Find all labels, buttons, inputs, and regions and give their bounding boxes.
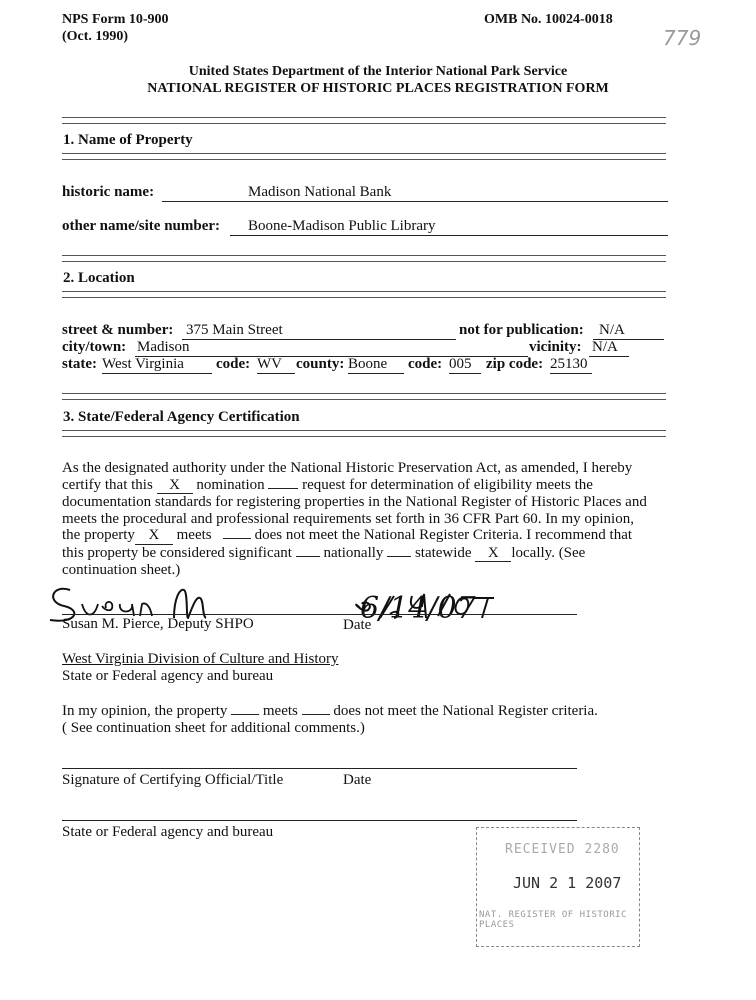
not-for-publication-label: not for publication: — [459, 322, 584, 338]
agency-title: United States Department of the Interior National Park Service — [188, 64, 568, 79]
form-number: NPS Form 10-900 — [62, 12, 169, 27]
agency-name: West Virginia Division of Culture and History — [62, 651, 339, 667]
other-name-label: other name/site number: — [62, 218, 221, 234]
opinion-line: In my opinion, the property meets does not meet the National Register criteria. — [62, 703, 598, 719]
cert-line-2: certify that this X nomination request for determination of eligibility meets the — [62, 476, 593, 493]
signer-name: Susan M. Pierce, Deputy SHPO — [62, 616, 254, 632]
section-1-heading: 1. Name of Property — [63, 132, 193, 148]
vicinity-field[interactable]: N/A — [589, 339, 629, 357]
locally-check[interactable]: X — [475, 545, 511, 563]
cert-line-7: continuation sheet.) — [62, 562, 181, 578]
agency-bureau-label: State or Federal agency and bureau — [62, 824, 274, 840]
stamp-received-text: RECEIVED 2280 — [505, 842, 620, 857]
agency-label: State or Federal agency and bureau — [62, 668, 274, 684]
certification-paragraph — [62, 460, 672, 579]
section-rule — [62, 291, 666, 298]
street-field[interactable]: 375 Main Street — [182, 322, 456, 340]
city-label: city/town: — [62, 339, 127, 355]
section-rule — [62, 255, 666, 262]
section-3-heading: 3. State/Federal Agency Certification — [63, 409, 300, 425]
state-label: state: — [62, 356, 97, 372]
state-code-label: code: — [216, 356, 251, 372]
not-for-publication-field[interactable]: N/A — [593, 322, 664, 340]
agency-signature-line[interactable] — [62, 820, 577, 821]
form-date: (Oct. 1990) — [62, 29, 129, 44]
other-name-field[interactable]: Boone-Madison Public Library — [230, 218, 668, 236]
certifying-official-label: Signature of Certifying Official/Title — [62, 772, 284, 788]
cert-line-1: As the designated authority under the National Historic Preservation Act, as amended, I hereby — [62, 460, 633, 476]
section-rule — [62, 430, 666, 437]
date-label: Date — [343, 617, 372, 633]
opinion-note: ( See continuation sheet for additional comments.) — [62, 720, 365, 736]
section-rule — [62, 393, 666, 400]
state-field[interactable]: West Virginia — [102, 356, 212, 374]
does-not-meet-check[interactable] — [223, 538, 251, 539]
vicinity-label: vicinity: — [529, 339, 582, 355]
county-code-label: code: — [408, 356, 443, 372]
certifying-signature-line[interactable] — [62, 768, 577, 769]
form-title: NATIONAL REGISTER OF HISTORIC PLACES REGISTRATION FORM — [147, 81, 609, 96]
street-label: street & number: — [62, 322, 174, 338]
county-label: county: — [296, 356, 345, 372]
zip-field[interactable]: 25130 — [550, 356, 592, 374]
stamp-agency-text: NAT. REGISTER OF HISTORIC PLACES — [479, 910, 627, 930]
corner-handwritten-mark: 779 — [663, 26, 702, 50]
cert-line-3: documentation standards for registering properties in the National Register of Historic Places and — [62, 494, 647, 510]
stamp-date: JUN 2 1 2007 — [513, 874, 622, 892]
nomination-check[interactable]: X — [157, 477, 193, 495]
zip-label: zip code: — [486, 356, 544, 372]
statewide-check[interactable] — [387, 556, 411, 557]
county-code-field[interactable]: 005 — [449, 356, 481, 374]
nationally-check[interactable] — [296, 556, 320, 557]
opinion-not-meet-check[interactable] — [302, 714, 330, 715]
historic-name-label: historic name: — [62, 184, 155, 200]
determination-check[interactable] — [268, 488, 298, 489]
city-field[interactable]: Madison — [135, 339, 528, 357]
cert-line-4: meets the procedural and professional requirements set forth in 36 CFR Part 60. In my opinion, — [62, 510, 634, 527]
section-rule — [62, 117, 666, 124]
cert-line-6: this property be considered significant nationally statewide X locally. (See — [62, 544, 586, 561]
certifying-date-label: Date — [343, 772, 372, 788]
section-2-heading: 2. Location — [63, 270, 135, 286]
opinion-meets-check[interactable] — [231, 714, 259, 715]
meets-check[interactable]: X — [135, 527, 173, 545]
section-rule — [62, 153, 666, 160]
omb-number: OMB No. 10024-0018 — [484, 12, 613, 27]
cert-line-5: the property X meets does not meet the National Register Criteria. I recommend that — [62, 527, 633, 543]
handwritten-date: 6/14/07 — [360, 591, 476, 626]
received-stamp — [476, 827, 640, 947]
county-field[interactable]: Boone — [348, 356, 404, 374]
state-code-field[interactable]: WV — [257, 356, 295, 374]
signature-line — [62, 614, 577, 615]
historic-name-field[interactable]: Madison National Bank — [162, 184, 668, 202]
